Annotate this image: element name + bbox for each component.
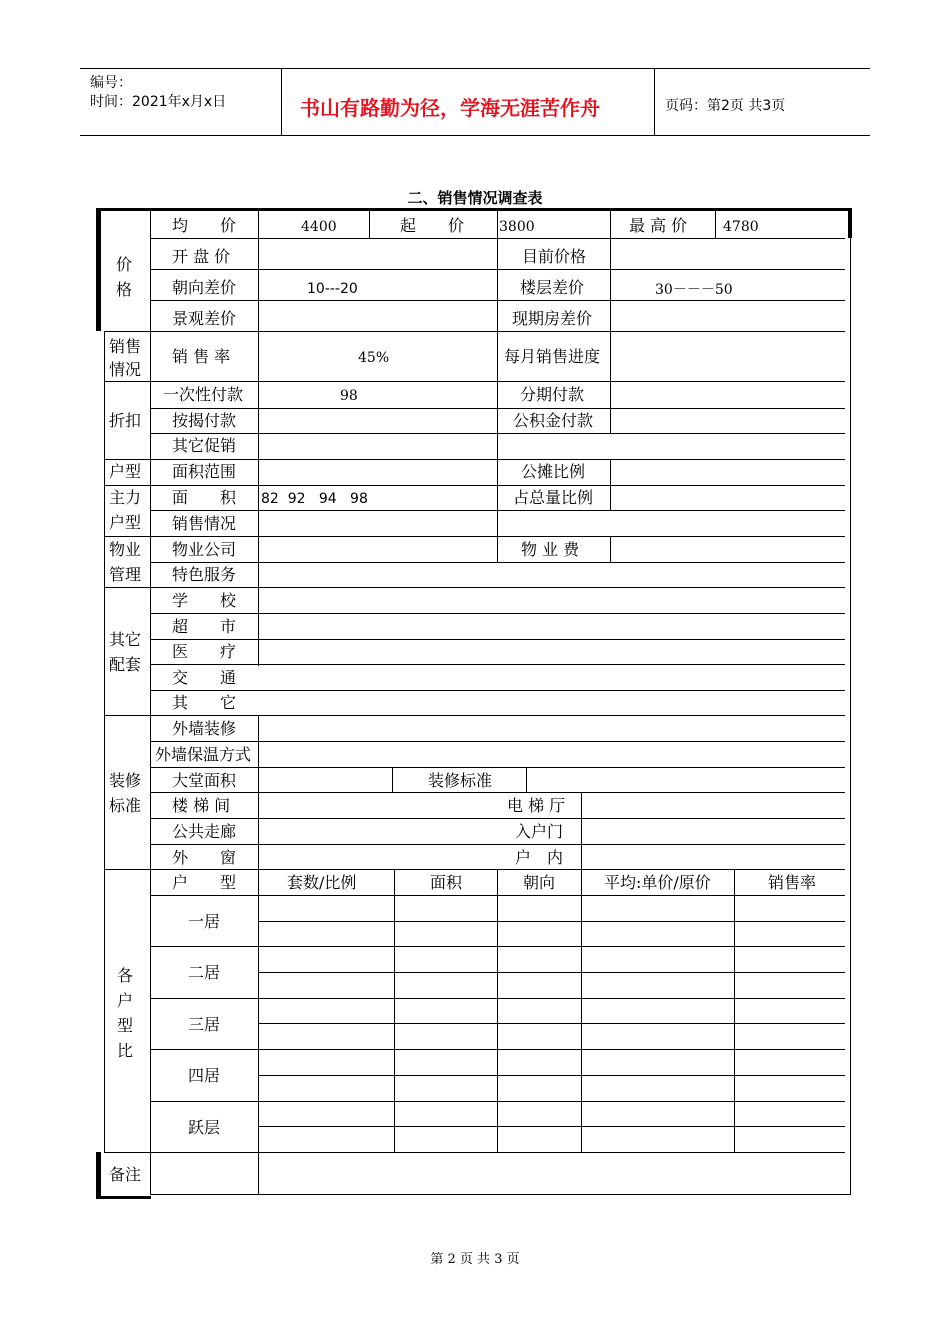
current-price-label: 目前价格 xyxy=(522,247,587,266)
table-bottom-border xyxy=(150,1194,851,1195)
start-price-value: 3800 xyxy=(499,219,535,235)
header-divider-right xyxy=(654,68,655,136)
table-right-border xyxy=(850,238,851,1195)
sales-rate-label: 销 售 率 xyxy=(172,347,231,366)
group-column-divider xyxy=(150,211,151,1194)
floor-diff-label: 楼层差价 xyxy=(520,278,585,297)
lobby-area-label: 大堂面积 xyxy=(172,771,237,790)
page-indicator: 页码：第2页 共3页 xyxy=(665,98,786,114)
area-range-label: 面积范围 xyxy=(172,462,237,481)
header-motto: 书山有路勤为径，学海无涯苦作舟 xyxy=(300,96,600,120)
document-number: 编号： xyxy=(90,75,132,91)
header-divider-left xyxy=(281,68,282,136)
col-header-sales-rate: 销售率 xyxy=(768,873,817,892)
mortgage-label: 按揭付款 xyxy=(172,411,237,430)
facility-transport-label: 交 通 xyxy=(172,668,237,687)
row-label-1br: 一居 xyxy=(188,912,221,931)
remark-left-bracket xyxy=(96,1152,101,1199)
col-header-unit: 户 型 xyxy=(172,873,237,892)
group-label-units-ratio-3: 型 xyxy=(117,1016,134,1035)
group-label-discount: 折扣 xyxy=(109,411,142,430)
lump-sum-label: 一次性付款 xyxy=(163,385,244,404)
insulation-label: 外墙保温方式 xyxy=(155,745,252,764)
row-label-4br: 四居 xyxy=(188,1066,221,1085)
floor-diff-value: 30－－－50 xyxy=(655,282,733,298)
monthly-progress-label: 每月销售进度 xyxy=(504,347,601,366)
shared-ratio-label: 公摊比例 xyxy=(521,462,586,481)
stairwell-label: 楼 梯 间 xyxy=(172,796,231,815)
table-left-border xyxy=(104,331,105,1153)
group-label-facilities-2: 配套 xyxy=(109,655,142,674)
main-area-value: 82 92 94 98 xyxy=(261,491,368,507)
entry-door-label: 入户门 xyxy=(515,822,564,841)
fund-payment-label: 公积金付款 xyxy=(513,411,594,430)
table-top-border xyxy=(96,208,851,211)
col-header-avg-price: 平均:单价/原价 xyxy=(604,873,711,892)
col-header-count: 套数/比例 xyxy=(287,873,357,892)
group-label-units-ratio-1: 各 xyxy=(117,966,134,985)
orientation-diff-label: 朝向差价 xyxy=(172,278,237,297)
sales-rate-value: 45% xyxy=(358,350,390,366)
start-price-label: 起 价 xyxy=(400,216,465,235)
property-company-label: 物业公司 xyxy=(172,540,237,559)
top-right-bracket xyxy=(848,208,852,238)
group-label-property-1: 物业 xyxy=(109,540,142,559)
page-footer: 第 2 页 共 3 页 xyxy=(430,1252,520,1267)
share-of-total-label: 占总量比例 xyxy=(513,488,594,507)
avg-price-label: 均 价 xyxy=(172,216,237,235)
facility-market-label: 超 市 xyxy=(172,617,237,636)
decoration-standard-label: 装修标准 xyxy=(428,771,493,790)
header-bottom-rule xyxy=(80,135,870,136)
group-label-facilities-1: 其它 xyxy=(109,630,142,649)
main-sales-label: 销售情况 xyxy=(172,514,237,533)
facility-school-label: 学 校 xyxy=(172,591,237,610)
group-label-main-unit-2: 户型 xyxy=(109,513,142,532)
max-price-value: 4780 xyxy=(723,219,759,235)
remark-bottom-bracket xyxy=(96,1196,151,1199)
view-diff-label: 景观差价 xyxy=(172,309,237,328)
row-label-3br: 三居 xyxy=(188,1015,221,1034)
group-label-sales-1: 销售 xyxy=(109,337,142,356)
group-label-price: 价格 xyxy=(116,255,133,299)
installment-label: 分期付款 xyxy=(520,385,585,404)
header-top-rule xyxy=(80,68,870,69)
row-label-2br: 二居 xyxy=(188,963,221,982)
lump-sum-value: 98 xyxy=(340,388,358,404)
exterior-finish-label: 外墙装修 xyxy=(172,719,237,738)
col-header-orientation: 朝向 xyxy=(523,873,556,892)
facility-other-label: 其 它 xyxy=(172,693,237,712)
table-title: 二、销售情况调查表 xyxy=(407,189,543,207)
other-promo-label: 其它促销 xyxy=(172,436,237,455)
group-label-decoration-1: 装修 xyxy=(109,771,142,790)
corridor-label: 公共走廊 xyxy=(172,822,237,841)
group-label-property-2: 管理 xyxy=(109,565,142,584)
indoor-label: 户 内 xyxy=(515,848,564,867)
property-fee-label: 物 业 费 xyxy=(521,540,580,559)
group-label-main-unit-1: 主力 xyxy=(109,488,142,507)
avg-price-value: 4400 xyxy=(301,219,337,235)
remark-label: 备注 xyxy=(109,1165,142,1184)
group-label-decoration-2: 标准 xyxy=(109,796,142,815)
spot-diff-label: 现期房差价 xyxy=(512,309,593,328)
orientation-diff-value: 10---20 xyxy=(307,281,358,297)
facility-medical-label: 医 疗 xyxy=(172,642,237,661)
group-label-unit-type: 户型 xyxy=(109,462,142,481)
special-service-label: 特色服务 xyxy=(172,565,237,584)
document-time: 时间：2021年x月x日 xyxy=(90,94,227,110)
opening-price-label: 开 盘 价 xyxy=(172,247,231,266)
col-header-area: 面积 xyxy=(430,873,463,892)
price-left-bracket xyxy=(96,208,101,331)
group-label-units-ratio-4: 比 xyxy=(117,1041,134,1060)
elevator-hall-label: 电 梯 厅 xyxy=(507,796,566,815)
group-label-sales-2: 情况 xyxy=(109,360,142,379)
main-area-label: 面 积 xyxy=(172,488,237,507)
max-price-label: 最 高 价 xyxy=(629,216,688,235)
group-label-units-ratio-2: 户 xyxy=(117,991,134,1010)
window-label: 外 窗 xyxy=(172,848,237,867)
row-label-duplex: 跃层 xyxy=(188,1118,221,1137)
